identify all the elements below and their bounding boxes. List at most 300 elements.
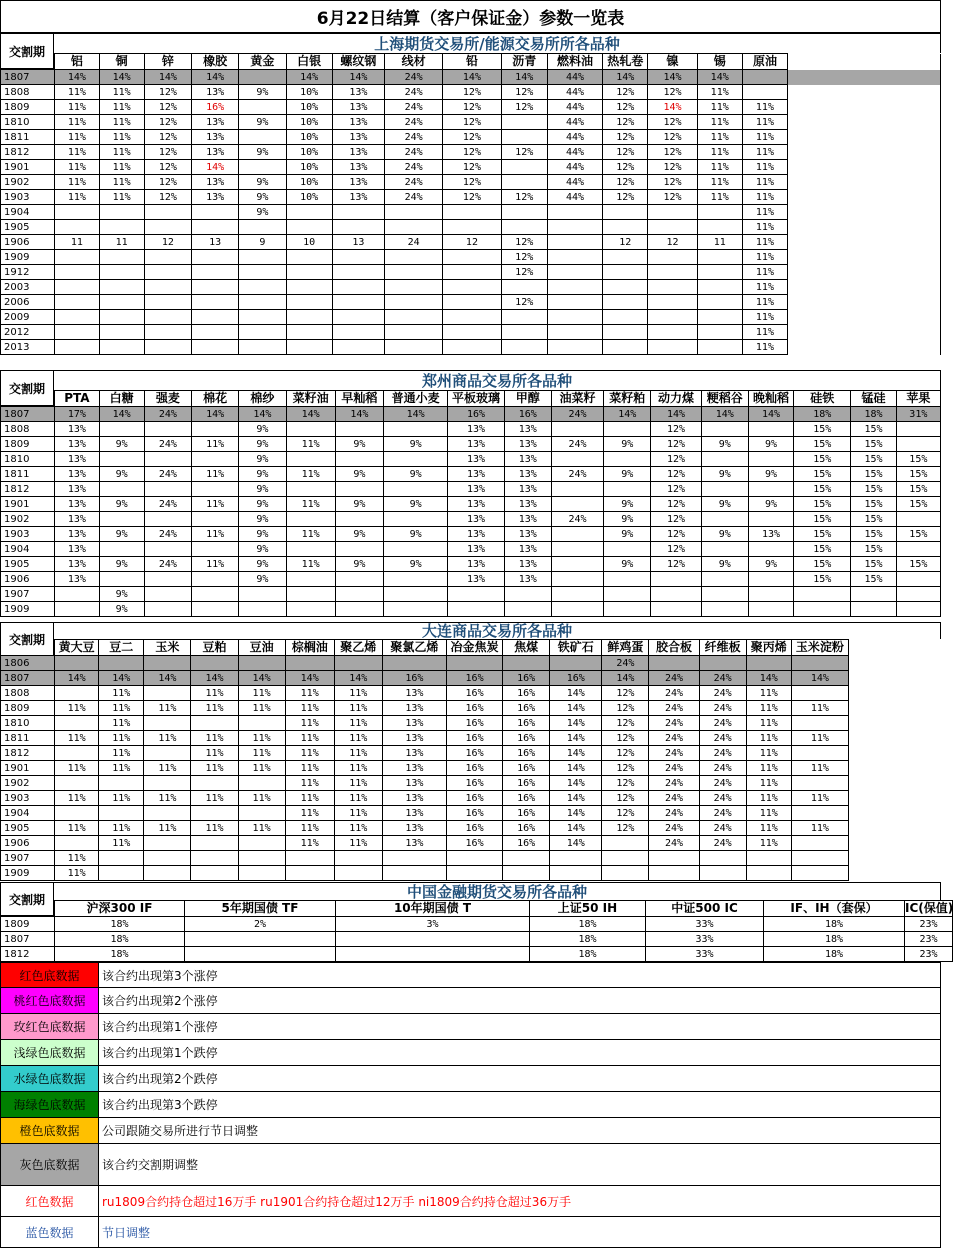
margin-cell: 12% <box>602 806 649 821</box>
margin-cell: 13% <box>448 422 504 437</box>
margin-cell: 24% <box>649 716 699 731</box>
margin-cell <box>144 220 191 235</box>
margin-cell: 11% <box>742 250 787 265</box>
margin-cell: 13% <box>55 557 99 572</box>
margin-cell: 14% <box>603 70 648 85</box>
margin-cell: 15% <box>896 557 940 572</box>
margin-cell: 11% <box>99 731 144 746</box>
margin-cell: 13% <box>332 85 384 100</box>
margin-cell <box>192 542 239 557</box>
margin-cell: 24% <box>649 701 699 716</box>
margin-cell <box>385 310 443 325</box>
margin-cell: 14% <box>550 731 602 746</box>
filler-cell <box>788 250 941 265</box>
margin-cell <box>896 422 940 437</box>
margin-cell <box>604 587 651 602</box>
margin-cell: 12% <box>603 160 648 175</box>
margin-cell: 12 <box>144 235 191 250</box>
margin-cell: 14% <box>191 671 238 686</box>
margin-cell <box>501 220 547 235</box>
margin-cell: 24% <box>144 467 191 482</box>
margin-cell: 9% <box>748 497 793 512</box>
margin-cell: 10% <box>286 100 332 115</box>
header-blank-cell <box>1 640 55 656</box>
margin-cell: 12% <box>603 190 648 205</box>
margin-cell: 12% <box>651 557 701 572</box>
margin-cell: 11% <box>697 115 742 130</box>
margin-cell: 10% <box>286 190 332 205</box>
period-cell: 1808 <box>1 686 55 701</box>
margin-cell <box>144 602 191 617</box>
margin-cell: 11% <box>99 175 144 190</box>
page-title-text: 6月22日结算（客户保证金）参数一览表 <box>316 9 625 29</box>
margin-cell <box>144 250 191 265</box>
margin-cell: 11% <box>334 791 382 806</box>
period-cell: 1809 <box>1 437 55 452</box>
margin-cell <box>384 587 448 602</box>
margin-cell: 11% <box>192 557 239 572</box>
legend-description <box>99 1066 218 1091</box>
margin-cell: 10% <box>286 145 332 160</box>
margin-cell: 24% <box>649 746 699 761</box>
product-header: 铁矿石 <box>550 640 602 656</box>
legend-swatch <box>1 963 99 987</box>
margin-cell: 11% <box>285 701 334 716</box>
margin-cell: 11% <box>285 761 334 776</box>
margin-cell <box>55 602 99 617</box>
margin-cell <box>239 280 286 295</box>
margin-cell <box>443 220 501 235</box>
margin-cell: 16% <box>550 671 602 686</box>
product-header: 铜 <box>99 54 144 70</box>
margin-cell <box>238 806 285 821</box>
margin-cell: 13% <box>382 791 446 806</box>
margin-cell <box>99 542 144 557</box>
table-row <box>1 806 849 821</box>
margin-cell: 24% <box>649 836 699 851</box>
margin-cell: 12 <box>603 235 648 250</box>
table-row <box>1 497 941 512</box>
margin-cell: 24% <box>649 761 699 776</box>
margin-cell <box>504 602 551 617</box>
margin-cell: 11% <box>55 791 99 806</box>
margin-cell <box>99 295 144 310</box>
margin-cell: 15% <box>851 467 896 482</box>
margin-cell <box>191 866 238 881</box>
margin-cell <box>332 220 384 235</box>
product-header: 线材 <box>385 54 443 70</box>
margin-cell: 24% <box>649 686 699 701</box>
margin-cell: 24% <box>649 776 699 791</box>
margin-cell: 44% <box>547 160 602 175</box>
margin-cell: 18% <box>530 917 646 932</box>
margin-cell: 12% <box>602 821 649 836</box>
margin-cell: 11% <box>334 761 382 776</box>
margin-cell: 14% <box>285 671 334 686</box>
margin-cell: 11% <box>746 746 791 761</box>
margin-cell <box>896 542 940 557</box>
margin-cell: 24% <box>649 821 699 836</box>
margin-cell <box>192 265 239 280</box>
margin-cell <box>385 265 443 280</box>
dalian-table <box>0 639 849 881</box>
margin-cell <box>144 656 191 671</box>
margin-cell: 9% <box>748 437 793 452</box>
margin-cell: 14% <box>286 407 335 422</box>
product-header: 白银 <box>286 54 332 70</box>
margin-cell: 13% <box>332 145 384 160</box>
margin-cell: 14% <box>144 70 191 85</box>
product-header: 硅铁 <box>794 391 851 407</box>
margin-cell: 11% <box>742 115 787 130</box>
margin-cell <box>791 716 848 731</box>
margin-cell: 11% <box>55 761 99 776</box>
margin-cell: 9% <box>748 557 793 572</box>
margin-cell <box>697 310 742 325</box>
legend-row <box>0 1014 941 1040</box>
margin-cell: 11% <box>99 716 144 731</box>
margin-cell <box>603 250 648 265</box>
margin-cell: 23% <box>905 917 953 932</box>
margin-cell <box>443 265 501 280</box>
margin-cell: 12% <box>144 145 191 160</box>
margin-cell <box>699 656 746 671</box>
margin-cell: 44% <box>547 115 602 130</box>
margin-cell: 14% <box>550 821 602 836</box>
filler-cell <box>788 190 941 205</box>
period-cell: 1806 <box>1 656 55 671</box>
margin-cell: 11% <box>238 761 285 776</box>
period-cell: 1807 <box>1 671 55 686</box>
margin-cell <box>286 572 335 587</box>
margin-cell: 12% <box>602 686 649 701</box>
margin-cell: 12% <box>651 467 701 482</box>
period-cell: 1807 <box>1 70 55 85</box>
margin-cell: 9% <box>99 557 144 572</box>
margin-cell: 13% <box>382 821 446 836</box>
filler-cell <box>788 295 941 310</box>
margin-cell <box>501 325 547 340</box>
margin-cell: 11% <box>286 527 335 542</box>
margin-cell <box>550 656 602 671</box>
margin-cell: 15% <box>896 497 940 512</box>
margin-cell <box>603 280 648 295</box>
legend-description-text: 该合约出现第3个跌停 <box>102 1098 218 1112</box>
margin-cell: 11% <box>697 145 742 160</box>
margin-cell <box>748 587 793 602</box>
margin-cell <box>501 310 547 325</box>
margin-cell: 13% <box>448 467 504 482</box>
margin-cell <box>239 220 286 235</box>
period-cell: 2006 <box>1 295 55 310</box>
margin-cell: 15% <box>794 482 851 497</box>
margin-cell <box>697 340 742 355</box>
margin-cell: 24% <box>385 70 443 85</box>
legend-description-text: 该合约出现第1个涨停 <box>102 1020 218 1034</box>
margin-cell: 24% <box>385 100 443 115</box>
margin-cell <box>791 806 848 821</box>
table-row <box>1 235 941 250</box>
margin-cell <box>192 220 239 235</box>
margin-cell <box>791 746 848 761</box>
margin-cell: 16% <box>504 407 551 422</box>
margin-cell: 12 <box>648 235 697 250</box>
legend-description <box>99 1014 218 1039</box>
margin-cell: 13% <box>448 497 504 512</box>
margin-cell <box>547 295 602 310</box>
margin-cell: 9% <box>99 587 144 602</box>
legend-row <box>0 1092 941 1118</box>
margin-cell: 18% <box>764 947 905 962</box>
margin-cell: 11% <box>192 527 239 542</box>
margin-cell: 14% <box>648 70 697 85</box>
margin-cell: 11% <box>99 761 144 776</box>
margin-cell: 12% <box>648 145 697 160</box>
margin-cell: 12% <box>651 422 701 437</box>
margin-cell <box>55 836 99 851</box>
margin-cell: 15% <box>851 512 896 527</box>
table-row <box>1 175 941 190</box>
margin-cell <box>384 452 448 467</box>
margin-cell: 11% <box>55 821 99 836</box>
margin-cell <box>648 280 697 295</box>
margin-cell: 14% <box>192 407 239 422</box>
period-cell: 1906 <box>1 572 55 587</box>
margin-cell: 11% <box>99 160 144 175</box>
margin-cell: 9% <box>239 572 286 587</box>
margin-cell: 9% <box>335 497 383 512</box>
product-header: 棉纱 <box>239 391 286 407</box>
margin-cell: 13% <box>332 100 384 115</box>
margin-cell: 11% <box>697 175 742 190</box>
margin-cell <box>332 295 384 310</box>
margin-cell: 11% <box>334 746 382 761</box>
filler-cell <box>788 340 941 355</box>
margin-cell <box>99 452 144 467</box>
margin-cell: 11% <box>55 145 99 160</box>
margin-cell <box>701 512 748 527</box>
margin-cell: 11% <box>55 130 99 145</box>
margin-cell <box>501 130 547 145</box>
margin-cell: 11% <box>99 686 144 701</box>
margin-cell: 12% <box>602 701 649 716</box>
margin-cell <box>286 280 332 295</box>
period-cell: 2009 <box>1 310 55 325</box>
filler-cell <box>788 54 941 70</box>
margin-cell: 13% <box>55 542 99 557</box>
margin-cell: 11% <box>55 701 99 716</box>
margin-cell <box>603 265 648 280</box>
legend-description-text: 该合约出现第2个涨停 <box>102 994 218 1008</box>
margin-cell: 14% <box>192 160 239 175</box>
margin-cell <box>332 310 384 325</box>
margin-cell <box>238 851 285 866</box>
legend-swatch-label: 橙色底数据 <box>19 1124 80 1138</box>
legend-swatch-label: 玫红色底数据 <box>13 1020 86 1034</box>
margin-cell: 16% <box>503 686 550 701</box>
margin-cell: 44% <box>547 70 602 85</box>
margin-cell: 12% <box>651 527 701 542</box>
margin-cell: 15% <box>896 527 940 542</box>
margin-cell: 9% <box>239 145 286 160</box>
margin-cell: 9% <box>239 467 286 482</box>
margin-cell: 11% <box>192 497 239 512</box>
margin-cell: 12% <box>443 85 501 100</box>
margin-cell <box>501 175 547 190</box>
margin-cell <box>332 265 384 280</box>
product-header: 晚籼稻 <box>748 391 793 407</box>
margin-cell: 11% <box>334 716 382 731</box>
margin-cell <box>336 932 530 947</box>
margin-cell <box>382 851 446 866</box>
margin-cell: 24% <box>699 806 746 821</box>
margin-cell <box>144 280 191 295</box>
margin-cell <box>144 422 191 437</box>
margin-cell: 12% <box>651 437 701 452</box>
margin-cell: 13% <box>382 731 446 746</box>
margin-cell: 18% <box>764 917 905 932</box>
margin-cell: 11% <box>238 731 285 746</box>
product-header: 黄金 <box>239 54 286 70</box>
legend-swatch-label: 红色数据 <box>25 1194 74 1209</box>
margin-cell <box>144 310 191 325</box>
margin-cell: 14% <box>238 671 285 686</box>
margin-cell: 15% <box>794 572 851 587</box>
margin-cell <box>701 602 748 617</box>
margin-cell: 9 <box>239 235 286 250</box>
legend-swatch <box>1 1014 99 1039</box>
margin-cell <box>332 250 384 265</box>
margin-cell: 9% <box>335 557 383 572</box>
product-header: 菜籽油 <box>286 391 335 407</box>
margin-cell: 11% <box>285 821 334 836</box>
margin-cell: 11% <box>99 836 144 851</box>
margin-cell: 2% <box>185 917 336 932</box>
margin-cell: 13% <box>448 437 504 452</box>
legend-swatch-label: 灰色底数据 <box>19 1158 80 1172</box>
margin-cell: 14% <box>334 671 382 686</box>
margin-cell <box>649 866 699 881</box>
product-header: 豆粕 <box>191 640 238 656</box>
margin-cell <box>896 512 940 527</box>
margin-cell: 14% <box>332 70 384 85</box>
margin-cell: 11% <box>742 205 787 220</box>
margin-cell <box>239 100 286 115</box>
period-cell: 1905 <box>1 220 55 235</box>
margin-cell: 11% <box>697 100 742 115</box>
margin-cell: 24% <box>144 527 191 542</box>
margin-cell: 9% <box>99 527 144 542</box>
margin-cell: 11% <box>791 731 848 746</box>
margin-cell: 15% <box>794 497 851 512</box>
table-row <box>1 310 941 325</box>
product-header: 早籼稻 <box>335 391 383 407</box>
table-row <box>1 70 941 85</box>
margin-cell <box>794 587 851 602</box>
margin-cell: 11% <box>746 731 791 746</box>
margin-cell <box>551 542 603 557</box>
margin-cell <box>144 295 191 310</box>
legend-row <box>0 1186 941 1217</box>
margin-cell <box>144 512 191 527</box>
margin-cell: 11% <box>99 746 144 761</box>
margin-cell: 11% <box>334 821 382 836</box>
margin-cell <box>99 776 144 791</box>
margin-cell <box>99 250 144 265</box>
margin-cell <box>501 340 547 355</box>
margin-cell <box>192 422 239 437</box>
margin-cell <box>335 572 383 587</box>
margin-cell <box>382 866 446 881</box>
margin-cell <box>55 656 99 671</box>
legend-swatch <box>1 1186 99 1216</box>
filler-cell <box>788 130 941 145</box>
margin-cell <box>791 656 848 671</box>
margin-cell: 10% <box>286 115 332 130</box>
margin-cell: 14% <box>550 746 602 761</box>
period-cell: 1812 <box>1 947 55 962</box>
margin-cell: 13% <box>504 467 551 482</box>
margin-cell: 11% <box>99 115 144 130</box>
margin-cell: 12% <box>602 731 649 746</box>
margin-cell: 18% <box>55 917 185 932</box>
margin-cell: 14% <box>791 671 848 686</box>
margin-cell: 12% <box>603 130 648 145</box>
margin-cell: 15% <box>851 422 896 437</box>
margin-cell <box>604 572 651 587</box>
margin-cell: 11% <box>55 851 99 866</box>
table-row <box>1 280 941 295</box>
margin-cell <box>335 452 383 467</box>
margin-cell <box>385 340 443 355</box>
margin-cell: 14% <box>550 686 602 701</box>
period-cell: 1907 <box>1 851 55 866</box>
margin-cell: 15% <box>794 422 851 437</box>
margin-cell <box>99 205 144 220</box>
zhengzhou-table <box>0 390 941 617</box>
margin-cell: 15% <box>851 437 896 452</box>
exchange-title-text: 大连商品交易所各品种 <box>421 622 572 640</box>
margin-cell: 9% <box>335 437 383 452</box>
legend-swatch <box>1 988 99 1013</box>
margin-cell: 12% <box>648 160 697 175</box>
margin-cell <box>701 452 748 467</box>
margin-cell: 13% <box>55 512 99 527</box>
margin-cell <box>192 340 239 355</box>
margin-cell <box>285 656 334 671</box>
margin-cell <box>896 437 940 452</box>
margin-cell <box>746 866 791 881</box>
margin-cell <box>547 280 602 295</box>
margin-cell: 11% <box>99 821 144 836</box>
margin-cell: 16% <box>447 791 503 806</box>
table-row <box>1 587 941 602</box>
table-row <box>1 512 941 527</box>
product-header: 焦煤 <box>503 640 550 656</box>
margin-cell <box>742 70 787 85</box>
margin-cell <box>285 866 334 881</box>
header-blank-cell <box>1 54 55 70</box>
margin-cell: 11% <box>286 467 335 482</box>
table-row <box>1 776 849 791</box>
margin-cell: 13% <box>504 527 551 542</box>
margin-cell: 11% <box>742 295 787 310</box>
margin-cell: 16% <box>447 731 503 746</box>
margin-cell: 9% <box>239 482 286 497</box>
margin-cell: 24% <box>699 731 746 746</box>
margin-cell: 24% <box>699 671 746 686</box>
filler-cell <box>788 265 941 280</box>
